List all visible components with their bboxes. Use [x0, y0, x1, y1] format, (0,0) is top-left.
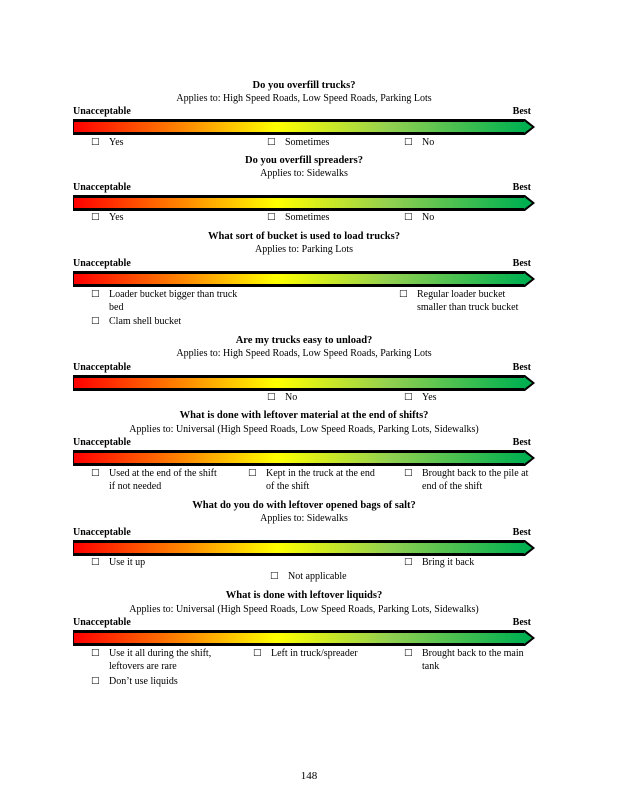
checkbox-icon[interactable]: □: [248, 468, 257, 478]
rating-scale-bar: [73, 119, 535, 135]
checkbox-icon[interactable]: □: [91, 212, 100, 222]
scale-label-best: Best: [512, 258, 531, 269]
scale-label-unacceptable: Unacceptable: [73, 527, 131, 538]
checkbox-icon[interactable]: □: [399, 289, 408, 299]
rating-scale-bar: [73, 630, 535, 646]
applies-to: Applies to: Universal (High Speed Roads, Low Speed Roads, Parking Lots, Sidewalks): [129, 424, 479, 435]
checkbox-icon[interactable]: □: [404, 137, 413, 147]
checkbox-icon[interactable]: □: [91, 648, 100, 658]
scale-label-best: Best: [512, 527, 531, 538]
question-title: What is done with leftover liquids?: [225, 590, 383, 601]
checkbox-icon[interactable]: □: [91, 316, 100, 326]
rating-scale-bar: [73, 450, 535, 466]
question-title: Do you overfill trucks?: [252, 80, 356, 91]
checkbox-icon[interactable]: □: [91, 137, 100, 147]
checkbox-icon[interactable]: □: [253, 648, 262, 658]
checkbox-icon[interactable]: □: [91, 557, 100, 567]
checkbox-icon[interactable]: □: [404, 392, 413, 402]
question-title: What sort of bucket is used to load trucks?: [208, 231, 400, 242]
checkbox-icon[interactable]: □: [404, 468, 413, 478]
rating-scale-bar: [73, 375, 535, 391]
scale-label-best: Best: [512, 106, 531, 117]
applies-to: Applies to: Universal (High Speed Roads, Low Speed Roads, Parking Lots, Sidewalks): [129, 604, 479, 615]
applies-to: Applies to: High Speed Roads, Low Speed Roads, Parking Lots: [176, 93, 432, 104]
scale-label-unacceptable: Unacceptable: [73, 437, 131, 448]
applies-to: Applies to: Sidewalks: [260, 513, 348, 524]
checkbox-icon[interactable]: □: [267, 392, 276, 402]
applies-to: Applies to: Sidewalks: [260, 168, 348, 179]
question-title: What do you do with leftover opened bags of salt?: [192, 500, 416, 511]
scale-label-best: Best: [512, 182, 531, 193]
checkbox-icon[interactable]: □: [267, 212, 276, 222]
checkbox-icon[interactable]: □: [91, 676, 100, 686]
checkbox-icon[interactable]: □: [267, 137, 276, 147]
scale-label-best: Best: [512, 437, 531, 448]
applies-to: Applies to: Parking Lots: [254, 244, 354, 255]
rating-scale-bar: [73, 271, 535, 287]
scale-label-best: Best: [512, 362, 531, 373]
question-title: What is done with leftover material at the end of shifts?: [179, 410, 429, 421]
scale-label-unacceptable: Unacceptable: [73, 617, 131, 628]
scale-label-best: Best: [512, 617, 531, 628]
question-title: Are my trucks easy to unload?: [235, 335, 373, 346]
checkbox-icon[interactable]: □: [404, 648, 413, 658]
scale-label-unacceptable: Unacceptable: [73, 258, 131, 269]
scale-label-unacceptable: Unacceptable: [73, 182, 131, 193]
scale-label-unacceptable: Unacceptable: [73, 362, 131, 373]
rating-scale-bar: [73, 195, 535, 211]
applies-to: Applies to: High Speed Roads, Low Speed Roads, Parking Lots: [176, 348, 432, 359]
checkbox-icon[interactable]: □: [91, 289, 100, 299]
rating-scale-bar: [73, 540, 535, 556]
scale-label-unacceptable: Unacceptable: [73, 106, 131, 117]
question-title: Do you overfill spreaders?: [245, 155, 363, 166]
checkbox-icon[interactable]: □: [404, 212, 413, 222]
checkbox-icon[interactable]: □: [270, 571, 279, 581]
page-number: 148: [300, 770, 318, 782]
checkbox-icon[interactable]: □: [91, 468, 100, 478]
checkbox-icon[interactable]: □: [404, 557, 413, 567]
